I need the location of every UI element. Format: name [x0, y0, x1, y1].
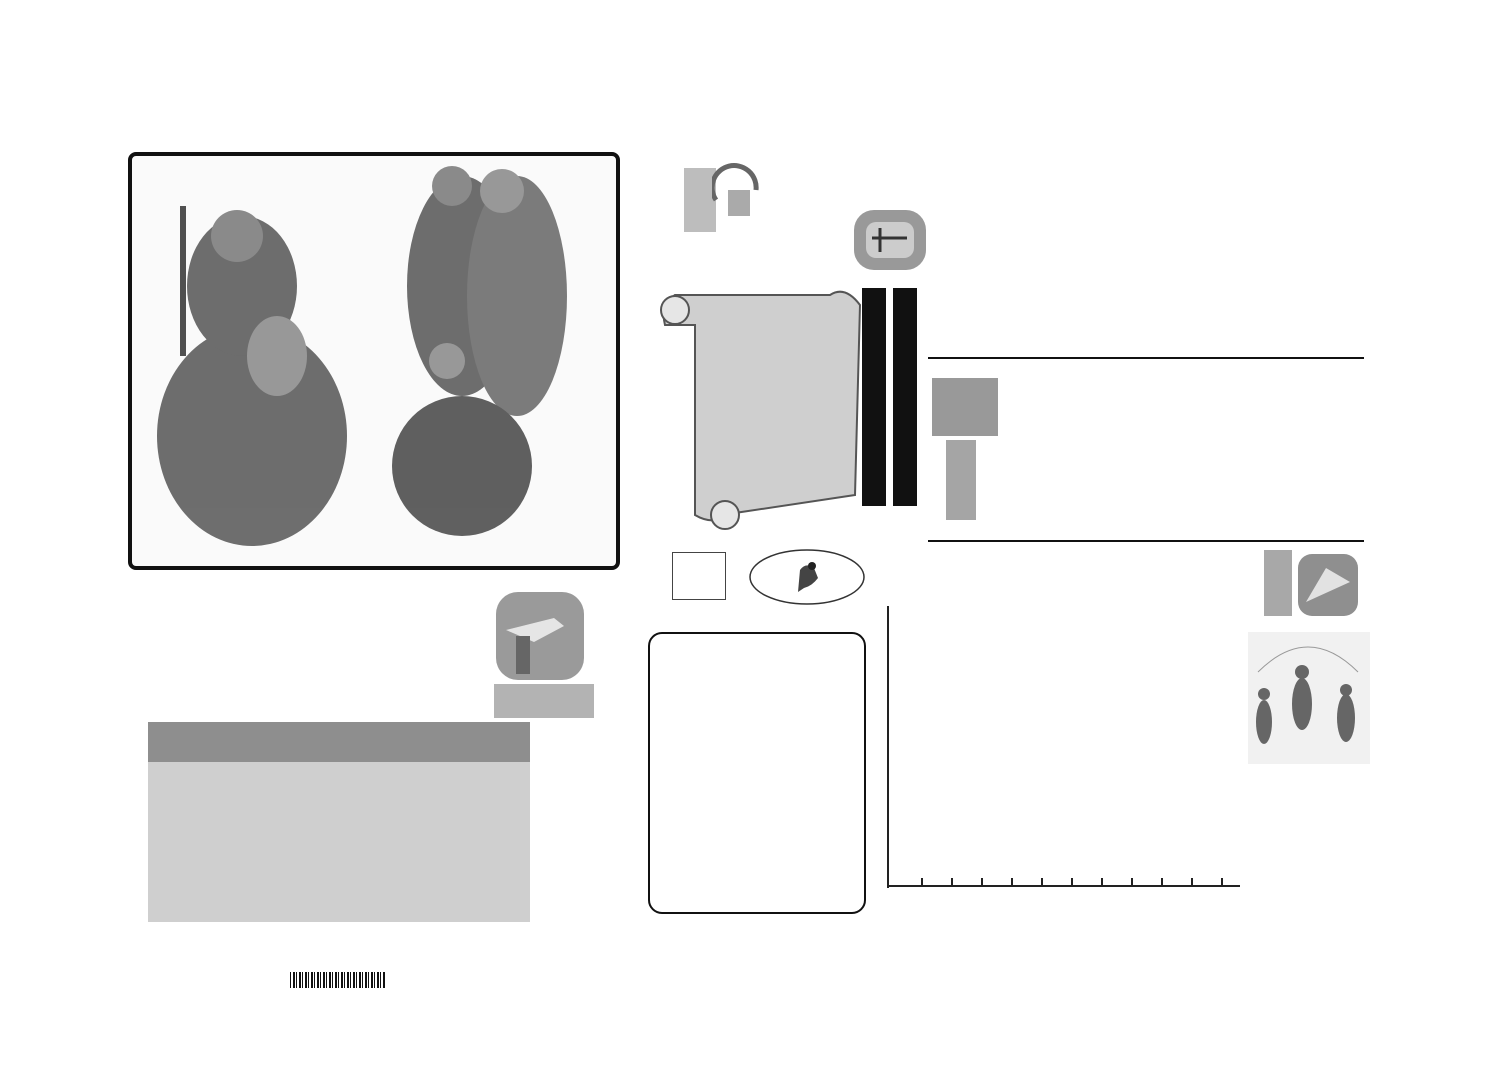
ruler-chart [886, 606, 1242, 890]
decorative-block [1264, 550, 1292, 616]
stats-panel [148, 722, 530, 922]
divider-top [928, 357, 1364, 359]
decorative-strip [494, 684, 594, 718]
hand-graphic [494, 590, 586, 682]
sages-illustration [128, 152, 620, 570]
scroll-graphic [655, 265, 865, 530]
fan-graphic [1296, 552, 1360, 618]
period-history-box [648, 632, 866, 914]
divider-bottom [928, 540, 1364, 542]
rooster-medallion [748, 548, 866, 606]
stats-heading [148, 722, 530, 762]
children-playing-illustration [1248, 632, 1370, 764]
vertical-bar-right [893, 288, 917, 506]
decorative-swirl-icon [712, 160, 760, 224]
decorative-block [946, 440, 976, 520]
vertical-bar-left [862, 288, 886, 506]
seal-stamp-icon [852, 208, 928, 272]
decorative-block [932, 378, 998, 436]
barcode [290, 972, 386, 988]
internal-badge [672, 552, 726, 600]
